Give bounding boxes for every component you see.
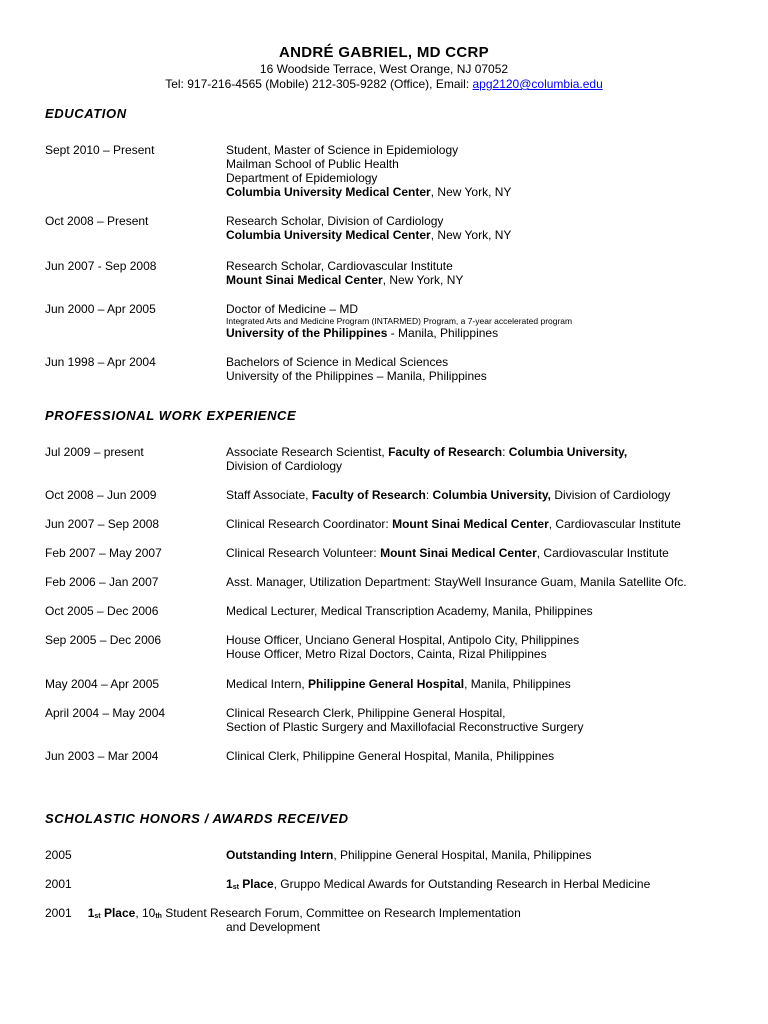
ordinal-suffix: th bbox=[155, 913, 162, 920]
awards-heading: SCHOLASTIC HONORS / AWARDS RECEIVED bbox=[45, 811, 349, 826]
entry-date: Oct 2005 – Dec 2006 bbox=[45, 604, 159, 618]
work-experience-heading: PROFESSIONAL WORK EXPERIENCE bbox=[45, 408, 297, 423]
entry-line: Clinical Clerk, Philippine General Hospital, Manila, Philippines bbox=[226, 749, 555, 763]
entry-description bbox=[226, 259, 746, 287]
institution-location: , New York, NY bbox=[430, 185, 512, 199]
entry-description bbox=[226, 143, 746, 199]
department-text: , Cardiovascular Institute bbox=[548, 517, 681, 531]
award-name bbox=[88, 906, 136, 920]
role-text: Associate Research Scientist, bbox=[226, 445, 389, 459]
entry-description bbox=[226, 575, 746, 589]
entry-description bbox=[226, 355, 746, 383]
entry-description bbox=[226, 877, 746, 891]
employer-name: Philippine General Hospital bbox=[308, 677, 465, 691]
entry-line: Department of Epidemiology bbox=[226, 171, 378, 185]
entry-description bbox=[226, 302, 746, 340]
award-rank: 1 bbox=[226, 877, 233, 891]
entry-date: Jun 1998 – Apr 2004 bbox=[45, 355, 156, 369]
division-text: Division of Cardiology bbox=[551, 488, 671, 502]
entry-date: Sept 2010 – Present bbox=[45, 143, 155, 157]
entry-description bbox=[226, 920, 746, 934]
entry-line: and Development bbox=[226, 920, 321, 934]
institution-name: Columbia University Medical Center bbox=[226, 185, 431, 199]
employer-name: Mount Sinai Medical Center bbox=[380, 546, 537, 560]
ordinal-suffix: st bbox=[94, 913, 101, 920]
award-detail: , Philippine General Hospital, Manila, Philippines bbox=[333, 848, 592, 862]
award-place: Place bbox=[100, 906, 136, 920]
role-text: Medical Intern, bbox=[226, 677, 309, 691]
role-text: Staff Associate, bbox=[226, 488, 312, 502]
entry-date: Jun 2000 – Apr 2005 bbox=[45, 302, 156, 316]
employer-name: Mount Sinai Medical Center bbox=[392, 517, 549, 531]
entry-line: Medical Lecturer, Medical Transcription Academy, Manila, Philippines bbox=[226, 604, 593, 618]
award-detail: Student Research Forum, Committee on Research Implementation bbox=[161, 906, 521, 920]
employer-name: Columbia University, bbox=[432, 488, 552, 502]
award-detail: , 10 bbox=[135, 906, 156, 920]
role-text: Clinical Research Coordinator: bbox=[226, 517, 393, 531]
ordinal-suffix: st bbox=[232, 884, 239, 891]
institution-location: , New York, NY bbox=[382, 273, 464, 287]
entry-date: 2001 bbox=[45, 877, 72, 891]
award-detail: , Gruppo Medical Awards for Outstanding Research in Herbal Medicine bbox=[273, 877, 651, 891]
entry-date: May 2004 – Apr 2005 bbox=[45, 677, 160, 691]
entry-description bbox=[226, 517, 746, 531]
entry-date: Feb 2007 – May 2007 bbox=[45, 546, 162, 560]
entry-line bbox=[226, 877, 746, 891]
entry-line bbox=[226, 546, 746, 560]
program-note: Integrated Arts and Medicine Program (INTARMED) Program, a 7-year accelerated program bbox=[226, 316, 573, 326]
contact-phones: Tel: 917-216-4565 (Mobile) 212-305-9282 (Office), Email: bbox=[165, 77, 473, 91]
entry-line: Division of Cardiology bbox=[226, 459, 343, 473]
entry-date: Oct 2008 – Present bbox=[45, 214, 149, 228]
entry-line bbox=[226, 326, 746, 340]
applicant-address: 16 Woodside Terrace, West Orange, NJ 07052 bbox=[259, 62, 509, 76]
entry-line bbox=[226, 445, 746, 459]
department-text: , Cardiovascular Institute bbox=[536, 546, 669, 560]
entry-line bbox=[226, 488, 746, 502]
separator: : bbox=[425, 488, 433, 502]
entry-date: Feb 2006 – Jan 2007 bbox=[45, 575, 159, 589]
entry-description bbox=[226, 445, 746, 473]
institution-name: Columbia University Medical Center bbox=[226, 228, 431, 242]
contact-line bbox=[0, 77, 768, 92]
entry-description bbox=[226, 706, 746, 734]
entry-line bbox=[226, 228, 746, 242]
faculty-name: Faculty of Research bbox=[388, 445, 503, 459]
resume-header bbox=[0, 44, 768, 92]
entry-line: House Officer, Unciano General Hospital, Antipolo City, Philippines bbox=[226, 633, 580, 647]
entry-line: Section of Plastic Surgery and Maxillofacial Reconstructive Surgery bbox=[226, 720, 584, 734]
entry-description bbox=[226, 488, 746, 502]
role-text: Clinical Research Volunteer: bbox=[226, 546, 381, 560]
location-text: , Manila, Philippines bbox=[464, 677, 571, 691]
institution-location: - Manila, Philippines bbox=[387, 326, 499, 340]
email-link[interactable]: apg2120@columbia.edu bbox=[472, 77, 603, 91]
entry-date: 2005 bbox=[45, 848, 72, 862]
entry-description bbox=[226, 546, 746, 560]
institution-location: , New York, NY bbox=[430, 228, 512, 242]
institution-name: University of the Philippines bbox=[226, 326, 388, 340]
entry-description bbox=[226, 749, 746, 763]
applicant-name: ANDRÉ GABRIEL, MD CCRP bbox=[279, 44, 489, 61]
entry-description bbox=[226, 848, 746, 862]
entry-line: Research Scholar, Cardiovascular Institute bbox=[226, 259, 453, 273]
entry-line: Student, Master of Science in Epidemiology bbox=[226, 143, 459, 157]
entry-line: Doctor of Medicine – MD bbox=[226, 302, 359, 316]
entry-line: Research Scholar, Division of Cardiology bbox=[226, 214, 444, 228]
entry-line: Mailman School of Public Health bbox=[226, 157, 399, 171]
award-place: Place bbox=[238, 877, 274, 891]
award-name: Outstanding Intern bbox=[226, 848, 334, 862]
entry-date: Oct 2008 – Jun 2009 bbox=[45, 488, 157, 502]
entry-date: Jul 2009 – present bbox=[45, 445, 144, 459]
faculty-name: Faculty of Research bbox=[311, 488, 426, 502]
entry-date: Jun 2003 – Mar 2004 bbox=[45, 749, 159, 763]
entry-date: Jun 2007 - Sep 2008 bbox=[45, 259, 157, 273]
award-rank: 1 bbox=[87, 906, 95, 920]
entry-line: House Officer, Metro Rizal Doctors, Cainta, Rizal Philippines bbox=[226, 647, 547, 661]
entry-line: Asst. Manager, Utilization Department: StayWell Insurance Guam, Manila Satellite Ofc. bbox=[226, 575, 687, 589]
award-name bbox=[226, 877, 274, 891]
entry-date: Jun 2007 – Sep 2008 bbox=[45, 517, 160, 531]
entry-line bbox=[226, 517, 746, 531]
education-heading: EDUCATION bbox=[45, 106, 127, 121]
award-entry bbox=[45, 906, 521, 920]
entry-line: Bachelors of Science in Medical Sciences bbox=[226, 355, 449, 369]
entry-description bbox=[226, 677, 746, 691]
entry-date: April 2004 – May 2004 bbox=[45, 706, 166, 720]
entry-line: Clinical Research Clerk, Philippine General Hospital, bbox=[226, 706, 506, 720]
entry-date: 2001 bbox=[45, 906, 72, 920]
entry-date: Sep 2005 – Dec 2006 bbox=[45, 633, 162, 647]
institution-name: Mount Sinai Medical Center bbox=[226, 273, 383, 287]
entry-line bbox=[226, 273, 746, 287]
entry-description bbox=[226, 214, 746, 242]
entry-line bbox=[226, 848, 746, 862]
entry-line bbox=[226, 677, 746, 691]
entry-line bbox=[226, 185, 746, 199]
entry-line: University of the Philippines – Manila, Philippines bbox=[226, 369, 487, 383]
entry-description bbox=[226, 604, 746, 618]
separator: : bbox=[502, 445, 509, 459]
entry-description bbox=[226, 633, 746, 661]
employer-name: Columbia University, bbox=[508, 445, 628, 459]
